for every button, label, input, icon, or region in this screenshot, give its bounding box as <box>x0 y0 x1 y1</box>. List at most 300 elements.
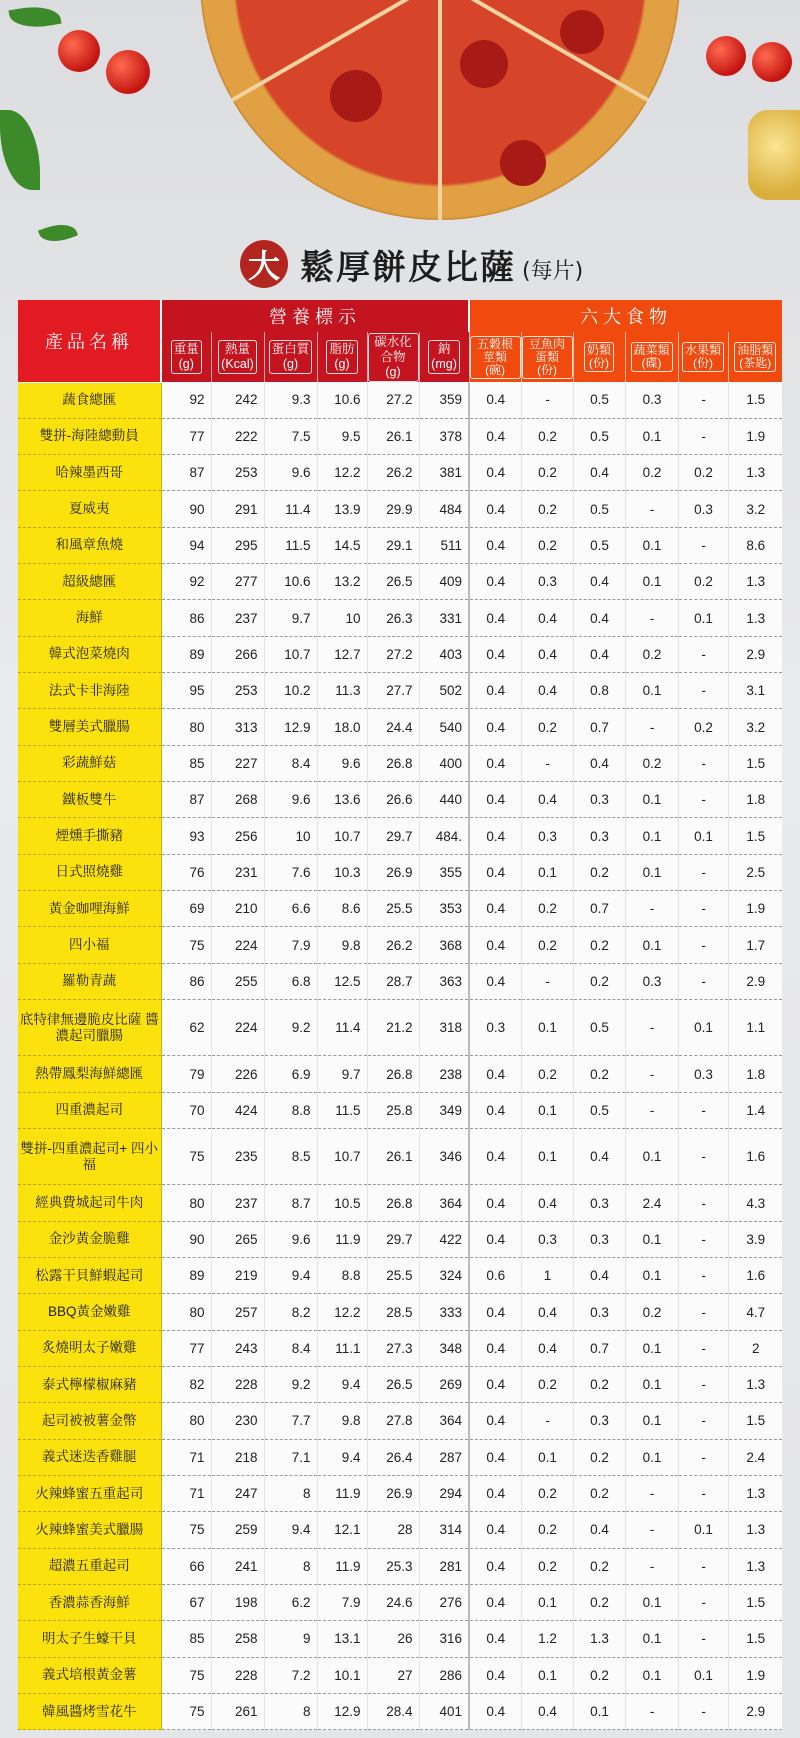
food-group-value: 0.4 <box>469 963 521 999</box>
food-group-value: 0.2 <box>521 709 573 745</box>
nutrition-value: 27.8 <box>367 1403 419 1439</box>
food-group-value: 1.4 <box>728 1092 782 1128</box>
food-group-value: 1.8 <box>728 782 782 818</box>
food-group-value: 0.1 <box>625 782 678 818</box>
product-name: 韓式泡菜燒肉 <box>18 636 161 672</box>
nutrition-column-header: 熱量 (Kcal) <box>211 332 264 382</box>
food-group-value: - <box>625 1693 678 1729</box>
food-group-value: 0.2 <box>625 1294 678 1330</box>
table-row <box>18 1367 782 1403</box>
nutrition-value: 227 <box>211 745 264 781</box>
food-group-value: 0.1 <box>625 1657 678 1693</box>
food-group-value: 0.1 <box>625 527 678 563</box>
food-group-value: 0.1 <box>625 818 678 854</box>
nutrition-value: 25.5 <box>367 891 419 927</box>
nutrition-value: 26.9 <box>367 1475 419 1511</box>
nutrition-value: 295 <box>211 527 264 563</box>
table-row <box>18 1584 782 1620</box>
product-name: 彩蔬鮮菇 <box>18 745 161 781</box>
nutrition-value: 7.9 <box>264 927 317 963</box>
nutrition-value: 8 <box>264 1475 317 1511</box>
nutrition-value: 364 <box>419 1403 469 1439</box>
nutrition-value: 9.3 <box>264 382 317 418</box>
nutrition-value: 29.7 <box>367 1221 419 1257</box>
food-group-value: 0.2 <box>678 709 728 745</box>
nutrition-value: 12.2 <box>317 1294 367 1330</box>
page-title <box>240 238 583 290</box>
nutrition-value: 7.2 <box>264 1657 317 1693</box>
food-group-value: - <box>625 1056 678 1092</box>
food-group-value: 2.9 <box>728 963 782 999</box>
food-group-value: 1.7 <box>728 927 782 963</box>
nutrition-value: 7.6 <box>264 854 317 890</box>
food-group-value: 0.4 <box>573 1129 625 1185</box>
table-row <box>18 891 782 927</box>
nutrition-value: 12.1 <box>317 1512 367 1548</box>
nutrition-value: 440 <box>419 782 469 818</box>
food-group-value: 0.4 <box>469 745 521 781</box>
nutrition-value: 26.8 <box>367 1056 419 1092</box>
food-group-value: 0.1 <box>625 1258 678 1294</box>
food-group-value: - <box>678 854 728 890</box>
food-group-value: 0.1 <box>625 1221 678 1257</box>
nutrition-value: 7.5 <box>264 418 317 454</box>
table-row <box>18 709 782 745</box>
food-group-value: 0.3 <box>625 963 678 999</box>
table-row <box>18 1330 782 1366</box>
food-group-column-header: 豆魚肉蛋類 (份) <box>521 332 573 382</box>
nutrition-value: 381 <box>419 455 469 491</box>
product-name: 羅勒青蔬 <box>18 963 161 999</box>
nutrition-value: 9.5 <box>317 418 367 454</box>
table-row <box>18 1258 782 1294</box>
food-group-value: 0.5 <box>573 382 625 418</box>
food-group-value: 1.2 <box>521 1621 573 1657</box>
food-group-value: 0.3 <box>573 1294 625 1330</box>
product-name: BBQ黃金嫩雞 <box>18 1294 161 1330</box>
food-group-value: 0.3 <box>521 564 573 600</box>
table-row <box>18 818 782 854</box>
food-group-value: - <box>678 1548 728 1584</box>
nutrition-value: 13.6 <box>317 782 367 818</box>
nutrition-value: 11.9 <box>317 1221 367 1257</box>
nutrition-value: 318 <box>419 1000 469 1056</box>
nutrition-value: 258 <box>211 1621 264 1657</box>
nutrition-value: 333 <box>419 1294 469 1330</box>
food-group-value: - <box>678 891 728 927</box>
food-group-value: - <box>625 491 678 527</box>
product-name: 底特律無邊脆皮比薩 醬濃起司臘腸 <box>18 1000 161 1056</box>
nutrition-value: 92 <box>161 564 211 600</box>
food-group-value: 0.4 <box>469 1185 521 1221</box>
food-group-value: 0.1 <box>625 418 678 454</box>
table-row <box>18 673 782 709</box>
nutrition-value: 230 <box>211 1403 264 1439</box>
product-name: 煙燻手撕豬 <box>18 818 161 854</box>
nutrition-column-header: 脂肪 (g) <box>317 332 367 382</box>
product-name: 火辣蜂蜜美式臘腸 <box>18 1512 161 1548</box>
food-group-value: 0.4 <box>573 1512 625 1548</box>
nutrition-value: 26.5 <box>367 1367 419 1403</box>
nutrition-value: 11.4 <box>317 1000 367 1056</box>
food-group-value: 1.6 <box>728 1129 782 1185</box>
food-group-value: 0.2 <box>573 1439 625 1475</box>
nutrition-value: 259 <box>211 1512 264 1548</box>
nutrition-value: 255 <box>211 963 264 999</box>
nutrition-value: 75 <box>161 927 211 963</box>
nutrition-value: 26 <box>367 1621 419 1657</box>
nutrition-value: 27.2 <box>367 382 419 418</box>
nutrition-value: 8 <box>264 1693 317 1729</box>
food-group-value: 1 <box>521 1258 573 1294</box>
food-group-value: 0.2 <box>678 455 728 491</box>
nutrition-value: 6.9 <box>264 1056 317 1092</box>
food-group-value: - <box>678 636 728 672</box>
nutrition-value: 8.7 <box>264 1185 317 1221</box>
food-group-value: 0.2 <box>521 1475 573 1511</box>
nutrition-value: 27.3 <box>367 1330 419 1366</box>
nutrition-value: 210 <box>211 891 264 927</box>
food-group-value: 8.6 <box>728 527 782 563</box>
product-name: 韓風醬烤雪花牛 <box>18 1693 161 1729</box>
nutrition-value: 90 <box>161 491 211 527</box>
food-group-column-header: 奶類 (份) <box>573 332 625 382</box>
nutrition-value: 294 <box>419 1475 469 1511</box>
food-group-value: 1.1 <box>728 1000 782 1056</box>
food-group-value: 1.5 <box>728 745 782 781</box>
nutrition-value: 26.1 <box>367 418 419 454</box>
food-group-value: 0.4 <box>521 1185 573 1221</box>
food-group-value: 3.1 <box>728 673 782 709</box>
nutrition-value: 422 <box>419 1221 469 1257</box>
food-group-value: - <box>678 418 728 454</box>
food-group-value: 0.4 <box>469 1475 521 1511</box>
nutrition-value: 502 <box>419 673 469 709</box>
food-group-value: 0.3 <box>573 1221 625 1257</box>
food-group-value: - <box>625 1000 678 1056</box>
food-group-value: - <box>678 1129 728 1185</box>
food-group-value: 0.1 <box>625 673 678 709</box>
nutrition-value: 9.8 <box>317 1403 367 1439</box>
food-group-value: 0.4 <box>573 1258 625 1294</box>
food-group-value: 0.1 <box>678 818 728 854</box>
nutrition-value: 368 <box>419 927 469 963</box>
food-group-value: 0.4 <box>469 1294 521 1330</box>
product-name: 四小福 <box>18 927 161 963</box>
table-row <box>18 1221 782 1257</box>
food-group-value: 0.1 <box>625 1367 678 1403</box>
food-group-value: 0.2 <box>573 1056 625 1092</box>
food-group-value: 0.1 <box>521 854 573 890</box>
food-group-value: 0.3 <box>678 491 728 527</box>
nutrition-value: 26.1 <box>367 1129 419 1185</box>
nutrition-value: 8.2 <box>264 1294 317 1330</box>
nutrition-value: 355 <box>419 854 469 890</box>
nutrition-value: 11.5 <box>264 527 317 563</box>
nutrition-value: 10 <box>264 818 317 854</box>
product-name: 雙拼-海陸總動員 <box>18 418 161 454</box>
nutrition-value: 353 <box>419 891 469 927</box>
food-group-value: 0.2 <box>573 1475 625 1511</box>
food-group-value: 0.4 <box>469 1367 521 1403</box>
food-group-value: 1.5 <box>728 1584 782 1620</box>
table-row <box>18 782 782 818</box>
food-group-value: - <box>625 1475 678 1511</box>
food-group-value: 1.8 <box>728 1056 782 1092</box>
nutrition-value: 12.7 <box>317 636 367 672</box>
food-group-value: 0.4 <box>521 673 573 709</box>
food-group-value: 1.5 <box>728 1403 782 1439</box>
food-group-value: 0.1 <box>521 1129 573 1185</box>
product-name: 夏威夷 <box>18 491 161 527</box>
nutrition-value: 85 <box>161 745 211 781</box>
food-group-value: 3.2 <box>728 491 782 527</box>
nutrition-value: 9.2 <box>264 1367 317 1403</box>
nutrition-value: 80 <box>161 1403 211 1439</box>
nutrition-value: 10 <box>317 600 367 636</box>
nutrition-value: 18.0 <box>317 709 367 745</box>
nutrition-value: 540 <box>419 709 469 745</box>
nutrition-column-header: 鈉 (mg) <box>419 332 469 382</box>
food-group-value: 0.3 <box>573 818 625 854</box>
food-group-value: 0.4 <box>469 455 521 491</box>
food-group-value: 0.4 <box>469 1512 521 1548</box>
nutrition-value: 87 <box>161 782 211 818</box>
nutrition-value: 9.4 <box>317 1439 367 1475</box>
nutrition-value: 9.6 <box>264 782 317 818</box>
food-group-value: - <box>678 963 728 999</box>
food-group-value: 0.2 <box>521 927 573 963</box>
food-group-value: 0.2 <box>573 1584 625 1620</box>
food-group-value: 0.4 <box>469 891 521 927</box>
food-group-value: 0.4 <box>469 818 521 854</box>
food-group-value: 0.1 <box>678 600 728 636</box>
food-group-value: 0.1 <box>625 927 678 963</box>
nutrition-value: 62 <box>161 1000 211 1056</box>
nutrition-value: 222 <box>211 418 264 454</box>
nutrition-value: 9.8 <box>317 927 367 963</box>
nutrition-value: 10.6 <box>264 564 317 600</box>
food-group-value: 0.2 <box>678 564 728 600</box>
nutrition-value: 349 <box>419 1092 469 1128</box>
food-group-value: 3.2 <box>728 709 782 745</box>
nutrition-value: 6.2 <box>264 1584 317 1620</box>
nutrition-value: 6.8 <box>264 963 317 999</box>
nutrition-value: 198 <box>211 1584 264 1620</box>
product-name: 雙拼-四重濃起司+ 四小福 <box>18 1129 161 1185</box>
nutrition-value: 268 <box>211 782 264 818</box>
table-row <box>18 745 782 781</box>
nutrition-value: 331 <box>419 600 469 636</box>
product-name: 松露干貝鮮蝦起司 <box>18 1258 161 1294</box>
food-group-value: - <box>678 1092 728 1128</box>
food-group-value: 1.9 <box>728 1657 782 1693</box>
food-group-value: 0.3 <box>625 382 678 418</box>
nutrition-value: 401 <box>419 1693 469 1729</box>
food-group-value: 0.1 <box>521 1584 573 1620</box>
table-row <box>18 1621 782 1657</box>
food-group-value: 1.5 <box>728 382 782 418</box>
food-group-value: 0.3 <box>469 1000 521 1056</box>
food-group-value: 0.5 <box>573 1000 625 1056</box>
table-header <box>18 300 782 382</box>
nutrition-value: 9.7 <box>264 600 317 636</box>
food-group-value: 0.5 <box>573 491 625 527</box>
food-group-value: 0.3 <box>573 1185 625 1221</box>
food-group-value: 0.4 <box>521 1294 573 1330</box>
nutrition-value: 237 <box>211 1185 264 1221</box>
food-group-value: 0.4 <box>573 745 625 781</box>
basil-leaf-image <box>8 2 61 32</box>
nutrition-value: 26.6 <box>367 782 419 818</box>
nutrition-value: 253 <box>211 455 264 491</box>
food-group-value: 0.2 <box>573 854 625 890</box>
nutrition-value: 76 <box>161 854 211 890</box>
nutrition-value: 11.9 <box>317 1548 367 1584</box>
nutrition-value: 66 <box>161 1548 211 1584</box>
food-group-value: 0.5 <box>573 1092 625 1128</box>
nutrition-column-header: 蛋白質 (g) <box>264 332 317 382</box>
food-group-value: 0.2 <box>573 1367 625 1403</box>
nutrition-value: 69 <box>161 891 211 927</box>
food-group-value: 0.1 <box>625 1621 678 1657</box>
table-row <box>18 1693 782 1729</box>
food-group-value: - <box>678 1693 728 1729</box>
nutrition-value: 348 <box>419 1330 469 1366</box>
food-group-value: 0.2 <box>521 1056 573 1092</box>
food-group-value: 0.1 <box>625 1439 678 1475</box>
food-group-value: 0.1 <box>625 1584 678 1620</box>
nutrition-value: 253 <box>211 673 264 709</box>
nutrition-value: 86 <box>161 963 211 999</box>
nutrition-value: 10.7 <box>317 818 367 854</box>
nutrition-value: 25.3 <box>367 1548 419 1584</box>
food-group-value: 0.2 <box>573 927 625 963</box>
nutrition-value: 93 <box>161 818 211 854</box>
nutrition-value: 24.4 <box>367 709 419 745</box>
food-group-value: 2.9 <box>728 636 782 672</box>
product-name: 超濃五重起司 <box>18 1548 161 1584</box>
nutrition-value: 266 <box>211 636 264 672</box>
food-group-value: 0.2 <box>573 1548 625 1584</box>
food-group-value: 0.4 <box>469 927 521 963</box>
nutrition-value: 25.8 <box>367 1092 419 1128</box>
table-row <box>18 527 782 563</box>
table-row <box>18 1403 782 1439</box>
nutrition-value: 13.9 <box>317 491 367 527</box>
product-name: 和風章魚燒 <box>18 527 161 563</box>
food-group-value: 2.4 <box>625 1185 678 1221</box>
nutrition-value: 89 <box>161 636 211 672</box>
food-group-value: 0.4 <box>521 600 573 636</box>
food-group-value: 1.3 <box>728 1512 782 1548</box>
nutrition-value: 237 <box>211 600 264 636</box>
food-group-value: 0.4 <box>469 1439 521 1475</box>
nutrition-value: 94 <box>161 527 211 563</box>
nutrition-value: 287 <box>419 1439 469 1475</box>
product-name: 法式卡非海陸 <box>18 673 161 709</box>
food-group-value: 4.3 <box>728 1185 782 1221</box>
food-group-value: 0.3 <box>678 1056 728 1092</box>
nutrition-value: 13.2 <box>317 564 367 600</box>
nutrition-value: 27.7 <box>367 673 419 709</box>
product-name: 香濃蒜香海鮮 <box>18 1584 161 1620</box>
nutrition-value: 26.8 <box>367 745 419 781</box>
food-group-value: - <box>625 1548 678 1584</box>
nutrition-value: 77 <box>161 418 211 454</box>
food-group-value: - <box>678 527 728 563</box>
food-group-value: - <box>678 1584 728 1620</box>
nutrition-value: 79 <box>161 1056 211 1092</box>
product-name-header: 產品名稱 <box>18 300 161 382</box>
food-group-value: 0.4 <box>573 455 625 491</box>
product-name: 哈辣墨西哥 <box>18 455 161 491</box>
nutrition-value: 277 <box>211 564 264 600</box>
food-group-value: 0.1 <box>521 1657 573 1693</box>
food-group-value: 0.4 <box>469 709 521 745</box>
product-name: 蔬食總匯 <box>18 382 161 418</box>
nutrition-value: 224 <box>211 1000 264 1056</box>
food-group-value: 0.4 <box>469 1129 521 1185</box>
nutrition-value: 11.1 <box>317 1330 367 1366</box>
food-group-value: - <box>678 1621 728 1657</box>
food-group-value: 0.4 <box>469 527 521 563</box>
size-badge: 大 <box>240 240 288 288</box>
nutrition-value: 9.4 <box>317 1367 367 1403</box>
food-group-value: 0.4 <box>469 854 521 890</box>
nutrition-value: 71 <box>161 1475 211 1511</box>
food-group-value: - <box>625 600 678 636</box>
food-group-value: - <box>625 1512 678 1548</box>
food-group-column-header: 蔬菜類 (碟) <box>625 332 678 382</box>
food-group-value: 0.4 <box>469 1584 521 1620</box>
food-group-value: 0.2 <box>521 527 573 563</box>
nutrition-value: 82 <box>161 1367 211 1403</box>
nutrition-value: 67 <box>161 1584 211 1620</box>
nutrition-value: 8.5 <box>264 1129 317 1185</box>
food-group-value: 0.4 <box>469 564 521 600</box>
nutrition-value: 77 <box>161 1330 211 1366</box>
food-group-value: - <box>678 782 728 818</box>
food-group-value: 0.4 <box>469 382 521 418</box>
product-name: 起司被被薯金幣 <box>18 1403 161 1439</box>
nutrition-value: 9.4 <box>264 1512 317 1548</box>
nutrition-value: 364 <box>419 1185 469 1221</box>
table-row <box>18 1439 782 1475</box>
nutrition-value: 231 <box>211 854 264 890</box>
nutrition-value: 9.6 <box>264 1221 317 1257</box>
food-group-value: 0.4 <box>573 564 625 600</box>
nutrition-value: 75 <box>161 1657 211 1693</box>
food-group-column-header: 五穀根莖類 (碗) <box>469 332 521 382</box>
food-group-value: 2.4 <box>728 1439 782 1475</box>
food-group-value: 4.7 <box>728 1294 782 1330</box>
food-group-value: 1.6 <box>728 1258 782 1294</box>
food-group-value: - <box>678 1185 728 1221</box>
food-group-value: 0.4 <box>469 600 521 636</box>
nutrition-value: 29.7 <box>367 818 419 854</box>
nutrition-value: 28.7 <box>367 963 419 999</box>
nutrition-value: 71 <box>161 1439 211 1475</box>
food-group-value: 0.4 <box>469 782 521 818</box>
food-group-value: - <box>521 382 573 418</box>
nutrition-value: 7.1 <box>264 1439 317 1475</box>
food-group-value: 0.1 <box>573 1693 625 1729</box>
table-row <box>18 1294 782 1330</box>
food-group-value: - <box>678 1475 728 1511</box>
food-group-value: 1.5 <box>728 818 782 854</box>
product-name: 超級總匯 <box>18 564 161 600</box>
